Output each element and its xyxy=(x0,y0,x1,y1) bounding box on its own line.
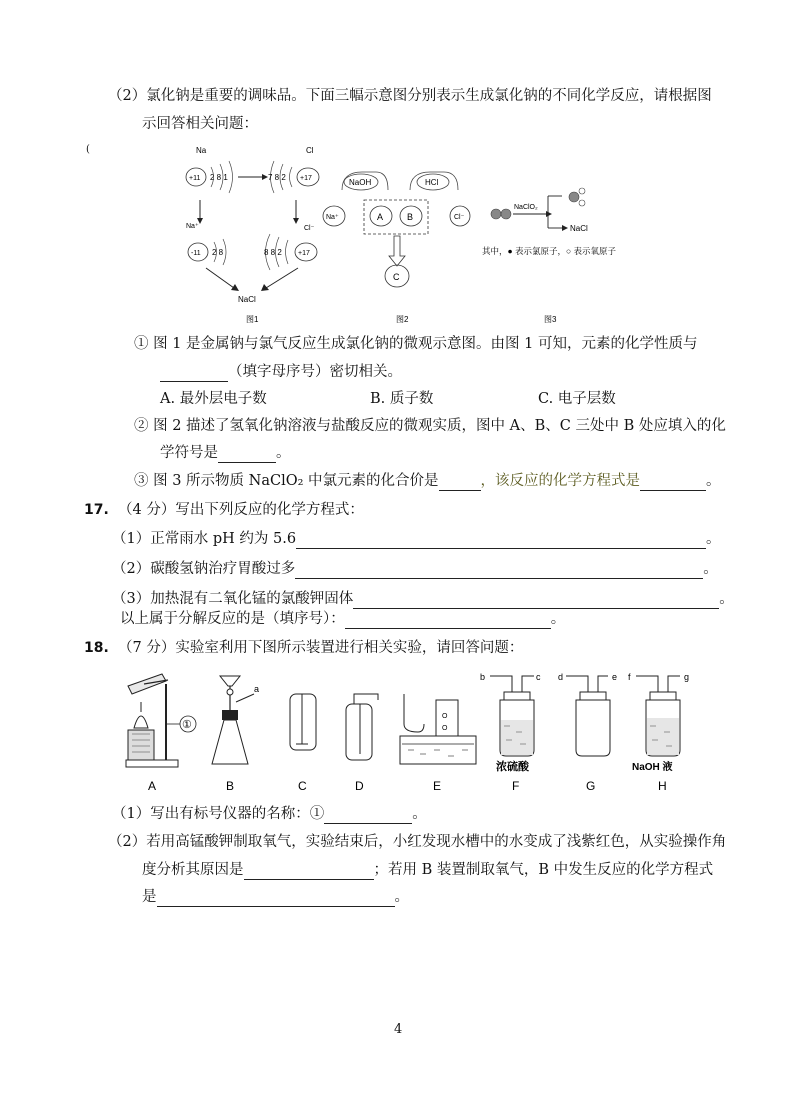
svg-text:O: O xyxy=(442,713,448,720)
q16-sub2-line1: ② 图 2 描述了氢氧化钠溶液与盐酸反应的微观实质，图中 A、B、C 三处中 B 处应填入的化 xyxy=(134,418,726,434)
port-d: d xyxy=(558,672,564,682)
q18-head: 18. （7 分）实验室利用下图所示装置进行相关实验，请回答问题： xyxy=(84,640,524,656)
label-e: E xyxy=(433,779,442,793)
port-f: f xyxy=(628,672,631,682)
label-a: A xyxy=(148,779,157,793)
fig1-cl-ion-shells: 8 8 2 xyxy=(264,248,282,257)
fig3-product: NaCl xyxy=(570,224,588,233)
fig2-naoh: NaOH xyxy=(349,178,372,187)
apparatus-e xyxy=(400,694,476,793)
q18-sub2-line1: （2）若用高锰酸钾制取氧气，实验结束后，小红发现水槽中的水变成了浅紫红色，从实验操作角 xyxy=(108,834,727,850)
fig1-cl-ion-core: +17 xyxy=(298,250,310,257)
fig1-cl-label: Cl xyxy=(306,146,314,155)
q16-option-a: A. 最外层电子数 xyxy=(160,391,267,407)
label-h: H xyxy=(658,779,667,793)
fig2-hcl: HCl xyxy=(425,178,439,187)
answer-blank[interactable] xyxy=(160,365,228,382)
f-reagent: 浓硫酸 xyxy=(496,761,529,773)
alcohol-lamp xyxy=(134,716,148,728)
answer-blank[interactable] xyxy=(439,474,481,491)
answer-blank[interactable] xyxy=(324,807,412,824)
fig2-caption: 图2 xyxy=(396,315,409,324)
fig2-dashed-box xyxy=(364,200,428,234)
fig2-a: A xyxy=(377,212,384,222)
apparatus-f xyxy=(480,672,541,793)
label-b: B xyxy=(226,779,235,793)
q17-decomp: 以上属于分解反应的是（填序号）： 。 xyxy=(120,611,566,627)
stray-mark: ( xyxy=(86,144,90,155)
q17-item1: （1）正常雨水 pH 约为 5.6 。 xyxy=(112,531,721,547)
conical-flask xyxy=(212,720,248,764)
answer-blank[interactable] xyxy=(218,446,276,463)
fig2-down-arrow xyxy=(389,236,405,266)
apparatus-h xyxy=(628,672,689,793)
port-b: b xyxy=(480,672,486,682)
page-number: 4 xyxy=(394,1022,403,1037)
h-reagent: NaOH 液 xyxy=(632,762,673,773)
q16-sub1-line2: （填字母序号）密切相关。 xyxy=(160,362,402,382)
fig1-na-ion-core: -11 xyxy=(191,250,201,257)
answer-blank[interactable] xyxy=(295,562,703,579)
collection-bottle xyxy=(290,694,316,750)
marker-1: ① xyxy=(182,719,192,731)
fig1-na-shells: 2 8 1 xyxy=(210,173,228,182)
q16-option-b: B. 质子数 xyxy=(370,391,434,407)
figure-2 xyxy=(318,160,478,328)
answer-blank[interactable] xyxy=(296,532,706,549)
fig3-reactant: NaClO₂ xyxy=(514,204,538,211)
fig1-na-ion-label: Na⁺ xyxy=(186,223,199,230)
fig3-cl-atom xyxy=(491,209,501,219)
label-d: D xyxy=(355,779,364,793)
funnel xyxy=(220,676,240,686)
q16-option-c: C. 电子层数 xyxy=(538,391,616,407)
fig2-cl-ion: Cl⁻ xyxy=(454,214,465,221)
fig3-product-cl-atom xyxy=(569,192,579,202)
q16-2-intro-line2: 示回答相关问题： xyxy=(142,116,258,132)
fig1-cl-core: +17 xyxy=(300,175,312,182)
q16-2-intro-line1: （2）氯化钠是重要的调味品。下面三幅示意图分别表示生成氯化钠的不同化学反应，请根据图 xyxy=(108,88,712,104)
port-e: e xyxy=(612,672,618,682)
q17-item3: （3）加热混有二氧化锰的氯酸钾固体 。 xyxy=(112,591,734,607)
fig1-caption: 图1 xyxy=(246,315,259,324)
fig3-cl-atom xyxy=(501,209,511,219)
q18-sub2-line3: 是 。 xyxy=(142,889,409,905)
q17-item2: （2）碳酸氢钠治疗胃酸过多 。 xyxy=(112,561,718,577)
empty-bottle xyxy=(576,700,610,756)
fig1-na-ion-shells: 2 8 xyxy=(212,248,224,257)
fig1-cl-shells: 7 8 2 xyxy=(268,173,286,182)
answer-blank[interactable] xyxy=(353,592,719,609)
label-c: C xyxy=(298,779,307,793)
fig1-cl-ion-label: Cl⁻ xyxy=(304,225,315,232)
fig3-legend: 其中，● 表示氯原子，○ 表示氧原子 xyxy=(482,246,616,256)
label-f: F xyxy=(512,779,520,793)
answer-blank[interactable] xyxy=(157,890,395,907)
fig1-na-label: Na xyxy=(196,146,207,155)
answer-blank[interactable] xyxy=(640,474,706,491)
q17-head: 17. （4 分）写出下列反应的化学方程式： xyxy=(84,502,364,518)
fig1-product: NaCl xyxy=(238,295,256,304)
svg-text:O: O xyxy=(442,725,448,732)
figure-3 xyxy=(480,180,650,328)
fig3-product-o-atom xyxy=(579,200,585,206)
fig3-caption: 图3 xyxy=(544,315,557,324)
q16-sub3: ③ 图 3 所示物质 NaClO₂ 中氯元素的化合价是 ，该反应的化学方程式是 。 xyxy=(134,473,721,489)
q16-sub1-line1: ① 图 1 是金属钠与氯气反应生成氯化钠的微观示意图。由图 1 可知，元素的化学性质与 xyxy=(134,336,698,352)
wood-block xyxy=(128,730,154,760)
apparatus-b xyxy=(212,676,259,793)
q18-sub2-line2: 度分析其原因是 ；若用 B 装置制取氧气，B 中发生反应的化学方程式 xyxy=(142,862,714,878)
answer-blank[interactable] xyxy=(345,612,551,629)
apparatus-a xyxy=(126,674,196,793)
fig2-b: B xyxy=(407,212,414,222)
q16-sub2-line2: 学符号是 。 xyxy=(160,445,291,461)
label-g: G xyxy=(586,779,596,793)
port-g: g xyxy=(684,672,690,682)
fig3-product-o-atom xyxy=(579,188,585,194)
apparatus-g xyxy=(558,672,617,793)
stopper xyxy=(222,710,238,720)
figure-1 xyxy=(178,140,338,328)
fig2-na-ion: Na⁺ xyxy=(326,214,339,221)
q18-sub1: （1）写出有标号仪器的名称：① 。 xyxy=(112,806,427,822)
fig2-c: C xyxy=(393,272,400,282)
port-c: c xyxy=(536,672,541,682)
apparatus-c xyxy=(290,694,316,793)
apparatus-figure xyxy=(118,664,718,796)
apparatus-d xyxy=(346,694,378,793)
port-a: a xyxy=(254,684,260,694)
answer-blank[interactable] xyxy=(244,863,374,880)
fig1-na-core: +11 xyxy=(189,175,201,182)
collection-bottle xyxy=(346,704,372,760)
